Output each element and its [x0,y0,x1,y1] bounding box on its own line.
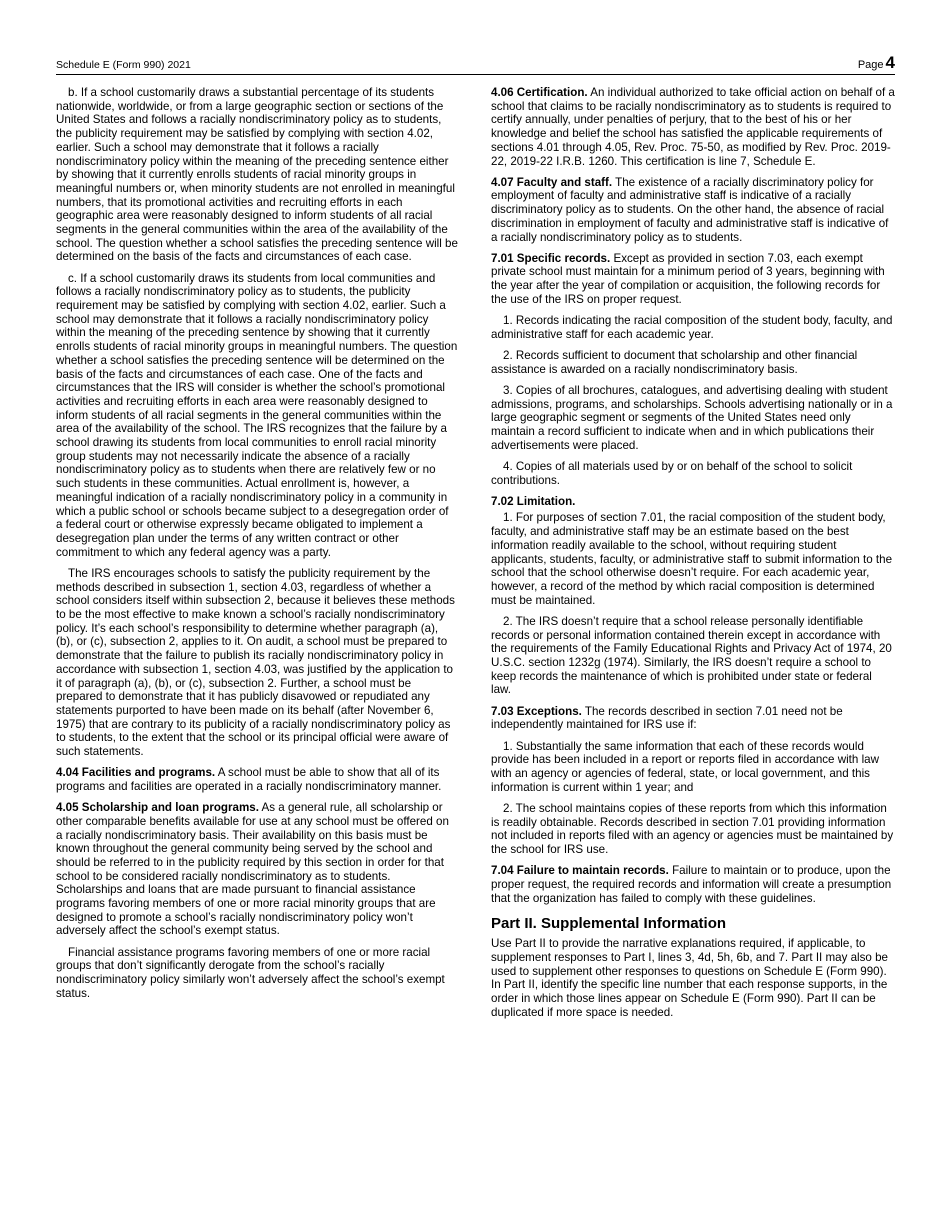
paragraph-b: b. If a school customarily draws a substantial percentage of its students nationwide, worldwide, or from a large geographic section or sections of the United States and follows a racially nondiscriminatory policy as to students, the publicity requirement may be satisfied by complying with section 4.02, earlier. Such a school may demonstrate that it follows a racially nondiscriminatory policy within the meaning of the preceding sentence either by showing that it currently enrolls students of racial minority groups in meaningful numbers or, when minority students are not enrolled in meaningful numbers, that its promotional activities and recruiting efforts in each geographic area were reasonably designed to inform students of all racial segments in the general communities within the area of the availability of the school. The question whether a school satisfies the preceding sentence will be determined on the basis of the facts and circumstances of each case. [56,86,458,264]
section-7-04-text: Failure to maintain or to produce, upon the proper request, the required records and information will create a presumption that the organization has failed to comply with these guidelines. [491,864,892,905]
form-title: Schedule E (Form 990) 2021 [56,59,191,71]
part-2-heading: Part II. Supplemental Information [491,915,727,933]
section-7-01-item-2: 2. Records sufficient to document that scholarship and other financial assistance is awarded on a racially nondiscriminatory basis. [491,348,858,376]
left-column [56,86,458,1008]
section-7-04 [491,864,895,905]
section-7-02-item-1: 1. For purposes of section 7.01, the racial composition of the student body, faculty, and administrative staff may be an estimate based on the best information readily available to the school, without requiring student applicants, students, faculty, or administrative staff to submit information to the school that the school otherwise doesn’t require. For each academic year, however, a record of the method by which racial composition is determined must be maintained. [491,511,893,607]
section-7-01-item-3: 3. Copies of all brochures, catalogues, and advertising dealing with student admissions, programs, and scholarships. Schools advertising nationally or in a large geographic segment or segments of the United States need only maintain a record sufficient to indicate when and in which publications their advertisements were placed. [491,383,893,452]
section-7-03 [491,705,895,732]
paragraph-financial-assistance: Financial assistance programs favoring members of one or more racial groups that don’t significantly derogate from the school’s racially nondiscriminatory policy similarly won’t adversely affect the school’s exempt status. [56,945,445,1000]
section-4-06-title: 4.06 Certification. [491,86,588,99]
page-label: Page [857,59,884,71]
section-7-01-title: 7.01 Specific records. [491,251,611,265]
section-7-02-title: 7.02 Limitation. [491,494,576,508]
section-7-02 [491,495,895,509]
section-4-04-title: 4.04 Facilities and programs. [56,766,216,780]
section-7-02-item-2: 2. The IRS doesn’t require that a school release personally identifiable records or personal information contained therein except in accordance with the requirements of the Family Educational Rights and Privacy Act of 1974, 20 U.S.C. section 1232g (1974). Similarly, the IRS doesn’t require a school to keep records the maintenance of which is prohibited under state or federal law. [491,614,892,697]
section-4-07-text: The existence of a racially discriminatory policy for employment of faculty and administrative staff is indicative of a racially discriminatory policy as to students. On the other hand, the absence of racial discrimination in employment of faculty and administrative staff is indicative of a racially nondiscriminatory policy as to students. [491,175,889,244]
section-4-04 [56,766,458,793]
section-4-04-text: A school must be able to show that all of its programs and facilities are operated in a racially nondiscriminatory manner. [56,766,442,793]
section-4-05-title: 4.05 Scholarship and loan programs. [56,801,259,815]
section-7-03-text: The records described in section 7.01 need not be independently maintained for IRS use if: [491,704,843,732]
section-4-05-text: As a general rule, all scholarship or other comparable benefits available for use at any school must be offered on a racially nondiscriminatory basis. Their availability on this basis must be known throughout the general community being served by the school and should be referred to in the publicity required by this section in order for that school to be considered racially nondiscriminatory as to students. Scholarships and loans that are made pursuant to financial assistance programs favoring members of one or more racial minority groups that are designed to promote a school’s racially nondiscriminatory policy won’t adversely affect the school’s exempt status. [56,801,449,938]
page-header [56,54,895,75]
section-4-07-title: 4.07 Faculty and staff. [491,175,613,189]
part-2-text: Use Part II to provide the narrative explanations required, if applicable, to supplement responses to Part I, lines 3, 4d, 5h, 6b, and 7. Part II may also be used to supplement other responses to questions on Schedule E (Form 990). In Part II, identify the specific line number that each response supports, in the order in which those lines appear on Schedule E (Form 990). Part II can be duplicated if more space is needed. [491,937,888,1019]
section-7-01-item-4: 4. Copies of all materials used by or on behalf of the school to solicit contributions. [491,459,853,487]
section-4-06-text: An individual authorized to take official action on behalf of a school that claims to be racially nondiscriminatory as to students is required to certify annually, under penalties of perjury, that to the best of his or her knowledge and belief the school has satisfied the applicable requirements of sections 4.01 through 4.05, Rev. Proc. 75-50, as modified by Rev. Proc. 2019-22, 2019-22 I.R.B. 1260. This certification is line 7, Schedule E. [491,86,895,168]
section-7-01-text: Except as provided in section 7.03, each exempt private school must maintain for a minimum period of 3 years, beginning with the year after the year of compilation or acquisition, the following records for the use of the IRS on proper request. [491,251,885,306]
page-number: 4 [885,53,895,72]
right-column [491,86,895,1027]
section-7-01 [491,252,895,307]
section-4-06 [491,86,895,168]
section-4-05 [56,801,458,938]
paragraph-encourage: The IRS encourages schools to satisfy the publicity requirement by the methods described in subsection 1, section 4.03, regardless of whether a school considers itself within subsection 2, because it believes these methods to be the most effective to make known a school’s racially nondiscriminatory policy. It’s each school’s responsibility to determine whether paragraph (a), (b), or (c), subsection 2, applies to it. On audit, a school must be prepared to demonstrate that the failure to publish its racially nondiscriminatory policy in accordance with subsection 1, section 4.03, was justified by the application to it of paragraph (a), (b), or (c), subsection 2. Further, a school must be prepared to demonstrate that it has publicly disavowed or repudiated any statements purported to have been made on its behalf (after November 6, 1975) that are contrary to its publicity of a racially nondiscriminatory policy as to students, to the extent that the school or its principal official were aware of such statements. [56,566,455,759]
page-indicator [858,53,895,73]
section-7-03-title: 7.03 Exceptions. [491,704,582,718]
paragraph-c: c. If a school customarily draws its students from local communities and follows a racially nondiscriminatory policy as to students, the publicity requirement may be satisfied by complying with section 4.02, earlier. Such a school may demonstrate that it follows a racially nondiscriminatory policy within the meaning of the preceding sentence by showing that it currently enrolls students of racial minority groups in meaningful numbers. The question whether a school satisfies the preceding sentence will be determined on the basis of the facts and circumstances of each case. One of the facts and circumstances that the IRS will consider is whether the school’s promotional activities and recruiting efforts in each area were reasonably designed to inform students of all racial segments in the general communities within the area of the availability of the school. The IRS recognizes that the failure by a school drawing its students from local communities to enroll racial minority group students may not necessarily indicate the absence of a racially nondiscriminatory policy as to students when there are relatively few or no such students in these communities. Actual enrollment is, however, a meaningful indication of a racially nondiscriminatory policy in a community in which a public school or schools became subject to a desegregation order of a federal court or otherwise expressly became obligated to implement a desegregation plan under the terms of any written contract or other commitment to which any federal agency was a party. [56,271,458,559]
section-7-04-title: 7.04 Failure to maintain records. [491,864,669,878]
section-4-07 [491,176,895,245]
section-7-03-item-2: 2. The school maintains copies of these reports from which this information is readily obtainable. Records described in section 7.01 providing information not included in reports filed with an agency or agencies must be maintained by the school for IRS use. [491,801,894,856]
section-7-03-item-1: 1. Substantially the same information that each of these records would provide has been included in a report or reports filed in accordance with law with an agency or agencies of federal, state, or local government, and this information is current within 1 year; and [491,739,879,794]
section-7-01-item-1: 1. Records indicating the racial composition of the student body, faculty, and administrative staff for each academic year. [491,314,893,341]
